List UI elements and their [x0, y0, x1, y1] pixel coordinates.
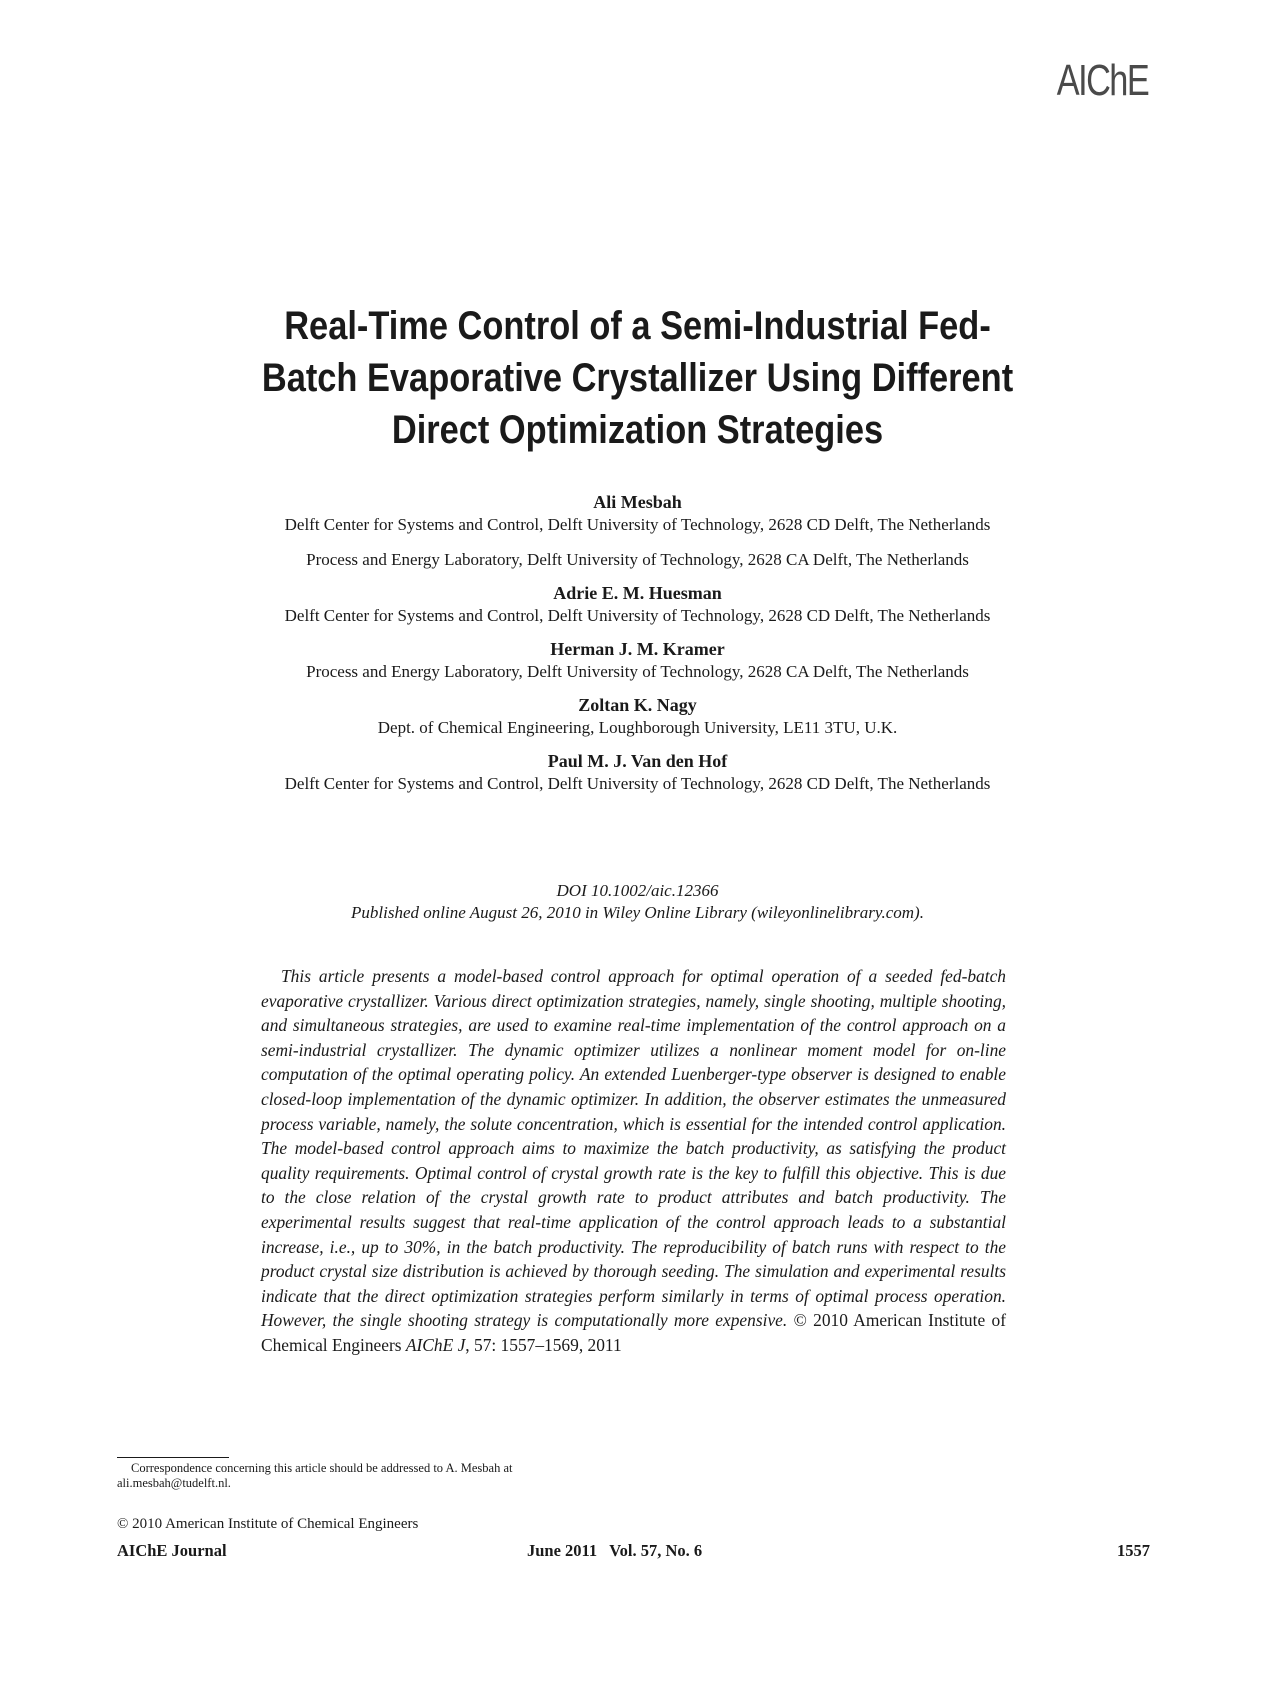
author-block	[0, 581, 1275, 627]
author-name: Zoltan K. Nagy	[578, 695, 697, 715]
footnote-email: ali.mesbah@tudelft.nl.	[117, 1476, 231, 1490]
author-block	[0, 749, 1275, 795]
title-line-2: Batch Evaporative Crystallizer Using Different	[261, 356, 1014, 400]
author-affiliation: Process and Energy Laboratory, Delft University of Technology, 2628 CA Delft, The Netherlands	[306, 550, 969, 569]
title-line-1: Real-Time Control of a Semi-Industrial Fed-	[284, 304, 991, 348]
abstract	[261, 964, 1006, 1358]
abstract-paragraph	[261, 964, 1006, 1358]
abstract-copyright: © 2010 American Institute of Chemical Engineers	[261, 1310, 1006, 1355]
issue-info: June 2011 Vol. 57, No. 6	[527, 1541, 703, 1560]
author-affiliation: Delft Center for Systems and Control, Delft University of Technology, 2628 CD Delft, The Netherlands	[284, 774, 991, 793]
author-name: Adrie E. M. Huesman	[553, 583, 722, 603]
author-block	[0, 693, 1275, 739]
abstract-text: This article presents a model-based control approach for optimal operation of a seeded fed-batch evaporative crystallizer. Various direct optimization strategies, namely, single shooting, multiple shooting, and simultaneous strategies, are used to examine real-time implementation of the control approach on a semi-industrial crystallizer. The dynamic optimizer utilizes a nonlinear moment model for on-line computation of the optimal operating policy. An extended Luenberger-type observer is designed to enable closed-loop implementation of the dynamic optimizer. In addition, the observer estimates the unmeasured process variable, namely, the solute concentration, which is essential for the intended control application. The model-based control approach aims to maximize the batch productivity, as satisfying the product quality requirements. Optimal control of crystal growth rate is the key to fulfill this objective. This is due to the close relation of the crystal growth rate to product attributes and batch productivity. The experimental results suggest that real-time application of the control approach leads to a substantial increase, i.e., up to 30%, in the batch productivity. The reproducibility of batch runs with respect to the product crystal size distribution is achieved by thorough seeding. The simulation and experimental results indicate that the direct optimization strategies perform similarly in terms of optimal process operation. However, the single shooting strategy is computationally more expensive.	[261, 966, 1006, 1331]
author-block	[0, 490, 1275, 571]
page-footer	[117, 1541, 1150, 1565]
author-affiliation: Process and Energy Laboratory, Delft University of Technology, 2628 CA Delft, The Netherlands	[306, 662, 969, 681]
footnote-divider	[117, 1457, 229, 1458]
author-name: Ali Mesbah	[593, 492, 682, 512]
published-online: Published online August 26, 2010 in Wiley Online Library (wileyonlinelibrary.com).	[351, 903, 924, 922]
author-affiliation: Delft Center for Systems and Control, Delft University of Technology, 2628 CD Delft, The Netherlands	[284, 606, 991, 625]
citation: , 57: 1557–1569, 2011	[465, 1334, 622, 1355]
correspondence-footnote	[117, 1461, 615, 1491]
author-name: Paul M. J. Van den Hof	[547, 751, 728, 771]
copyright-notice: © 2010 American Institute of Chemical Engineers	[117, 1516, 419, 1532]
publication-info	[0, 880, 1275, 924]
page-number: 1557	[1117, 1541, 1150, 1560]
aiche-logo: AIChE	[1056, 56, 1148, 105]
footnote-line: Correspondence concerning this article should be addressed to A. Mesbah at	[131, 1461, 513, 1475]
author-name: Herman J. M. Kramer	[550, 639, 725, 659]
doi: DOI 10.1002/aic.12366	[556, 881, 719, 900]
article-title	[210, 300, 1066, 456]
journal-name: AIChE Journal	[117, 1541, 227, 1560]
author-block	[0, 637, 1275, 683]
journal-abbrev: AIChE J	[405, 1334, 466, 1355]
title-line-3: Direct Optimization Strategies	[391, 408, 884, 452]
author-affiliation: Delft Center for Systems and Control, Delft University of Technology, 2628 CD Delft, The Netherlands	[284, 515, 991, 534]
author-list	[0, 490, 1275, 805]
author-affiliation: Dept. of Chemical Engineering, Loughborough University, LE11 3TU, U.K.	[377, 718, 898, 737]
